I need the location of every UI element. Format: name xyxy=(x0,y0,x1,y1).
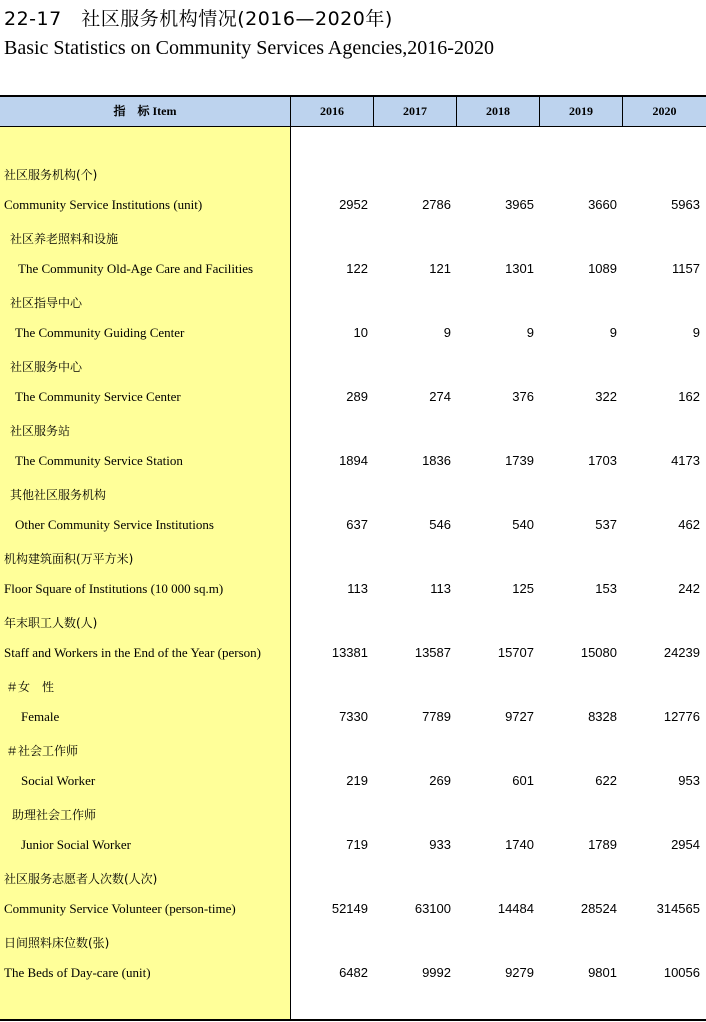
header-item: 指 标 Item xyxy=(0,97,291,126)
table-cell-value: 4173 xyxy=(671,453,700,468)
table-cell-value: 1089 xyxy=(588,261,617,276)
row-label-en: The Community Old-Age Care and Facilities xyxy=(18,261,254,276)
page-title-english: Basic Statistics on Community Services Agencies,2016-2020 xyxy=(4,37,494,59)
table-cell-value: 637 xyxy=(346,517,368,532)
table-cell-value: 9279 xyxy=(505,965,534,980)
table-cell-value: 953 xyxy=(678,773,700,788)
table-cell-value: 2786 xyxy=(422,197,451,212)
table-cell-value: 6482 xyxy=(339,965,368,980)
table-cell-value: 462 xyxy=(678,517,700,532)
table-cell-value: 15707 xyxy=(497,645,534,660)
table-cell-value: 719 xyxy=(346,837,368,852)
table-cell-value: 162 xyxy=(678,389,700,404)
row-label-en: Female xyxy=(21,709,60,724)
table-cell-value: 1836 xyxy=(422,453,451,468)
table-cell-value: 1894 xyxy=(339,453,368,468)
table-cell-value: 1157 xyxy=(672,261,700,276)
row-label-cn: 年末职工人数(人) xyxy=(4,616,98,630)
table-cell-value: 546 xyxy=(429,517,451,532)
table-cell-value: 14484 xyxy=(497,901,534,916)
table-cell-value: 7330 xyxy=(339,709,368,724)
row-label-en: Other Community Service Institutions xyxy=(15,517,214,532)
table-cell-value: 219 xyxy=(346,773,368,788)
table-cell-value: 269 xyxy=(429,773,451,788)
table-cell-value: 537 xyxy=(595,517,617,532)
table-cell-value: 1739 xyxy=(505,453,534,468)
row-label-en: The Community Service Station xyxy=(15,453,183,468)
table-cell-value: 622 xyxy=(595,773,617,788)
table-cell-value: 9 xyxy=(443,325,451,340)
table-cell-value: 274 xyxy=(429,389,451,404)
row-label-cn: 其他社区服务机构 xyxy=(10,488,107,502)
row-label-en: Social Worker xyxy=(21,773,96,788)
table-cell-value: 2954 xyxy=(671,837,700,852)
table-cell-value: 242 xyxy=(678,581,700,596)
table-cell-value: 113 xyxy=(347,581,368,596)
table-cell-value: 113 xyxy=(430,581,451,596)
table-cell-value: 10 xyxy=(353,325,368,340)
table-cell-value: 9727 xyxy=(505,709,534,724)
row-label-en: The Beds of Day-care (unit) xyxy=(4,965,151,980)
table-cell-value: 125 xyxy=(512,581,534,596)
page-title-chinese: 22-17 社区服务机构情况(2016—2020年) xyxy=(4,8,393,30)
table-header-row xyxy=(0,97,706,127)
table-cell-value: 9992 xyxy=(422,965,451,980)
table-cell-value: 28524 xyxy=(580,901,617,916)
row-label-cn: 社区服务站 xyxy=(10,424,71,438)
table-cell-value: 322 xyxy=(595,389,617,404)
row-label-en: Floor Square of Institutions (10 000 sq.m) xyxy=(4,581,224,596)
row-label-en: Community Service Institutions (unit) xyxy=(4,197,203,212)
row-label-cn: 日间照料床位数(张) xyxy=(4,936,110,950)
table-cell-value: 9 xyxy=(692,325,700,340)
header-year-2016: 2016 xyxy=(291,97,374,126)
table-cell-value: 121 xyxy=(429,261,451,276)
table-cell-value: 3660 xyxy=(588,197,617,212)
table-cell-value: 13587 xyxy=(414,645,451,660)
table-cell-value: 1740 xyxy=(505,837,534,852)
table-cell-value: 540 xyxy=(512,517,534,532)
row-label-cn: 社区养老照料和设施 xyxy=(10,232,119,246)
table-cell-value: 3965 xyxy=(505,197,534,212)
row-label-en: Staff and Workers in the End of the Year (person) xyxy=(4,645,261,660)
row-label-cn: 机构建筑面积(万平方米) xyxy=(4,552,134,566)
table-cell-value: 289 xyxy=(346,389,368,404)
table-cell-value: 5963 xyxy=(671,197,700,212)
row-label-cn: 社区服务中心 xyxy=(10,360,83,374)
row-label-cn: ＃社会工作师 xyxy=(6,744,79,758)
header-year-2017: 2017 xyxy=(374,97,457,126)
table-cell-value: 314565 xyxy=(656,901,700,916)
table-cell-value: 12776 xyxy=(663,709,700,724)
table-cell-value: 15080 xyxy=(580,645,617,660)
table-cell-value: 9 xyxy=(526,325,534,340)
table-cell-value: 376 xyxy=(512,389,534,404)
table-cell-value: 52149 xyxy=(331,901,368,916)
table-cell-value: 1789 xyxy=(588,837,617,852)
row-label-en: Community Service Volunteer (person-time) xyxy=(4,901,236,916)
header-year-2018: 2018 xyxy=(457,97,540,126)
row-label-cn: 社区指导中心 xyxy=(10,296,83,310)
table-cell-value: 7789 xyxy=(422,709,451,724)
row-label-cn: 社区服务志愿者人次数(人次) xyxy=(4,872,158,886)
row-label-en: The Community Guiding Center xyxy=(15,325,185,340)
table-cell-value: 24239 xyxy=(663,645,700,660)
row-label-en: Junior Social Worker xyxy=(21,837,131,852)
table-cell-value: 9801 xyxy=(588,965,617,980)
table-cell-value: 8328 xyxy=(588,709,617,724)
row-label-cn: 助理社会工作师 xyxy=(12,808,97,822)
table-cell-value: 122 xyxy=(346,261,368,276)
table-cell-value: 1301 xyxy=(505,261,534,276)
table-bottom-rule xyxy=(0,1019,706,1021)
table-cell-value: 601 xyxy=(512,773,534,788)
table-cell-value: 9 xyxy=(609,325,617,340)
table-cell-value: 933 xyxy=(429,837,451,852)
row-label-cn: 社区服务机构(个) xyxy=(4,168,98,182)
table-cell-value: 63100 xyxy=(414,901,451,916)
table-cell-value: 153 xyxy=(595,581,617,596)
row-label-cn: ＃女 性 xyxy=(6,680,55,694)
header-year-2019: 2019 xyxy=(540,97,623,126)
table-cell-value: 13381 xyxy=(331,645,368,660)
table-cell-value: 1703 xyxy=(588,453,617,468)
table-cell-value: 2952 xyxy=(339,197,368,212)
row-label-en: The Community Service Center xyxy=(15,389,181,404)
header-year-2020: 2020 xyxy=(652,104,677,118)
table-cell-value: 10056 xyxy=(663,965,700,980)
